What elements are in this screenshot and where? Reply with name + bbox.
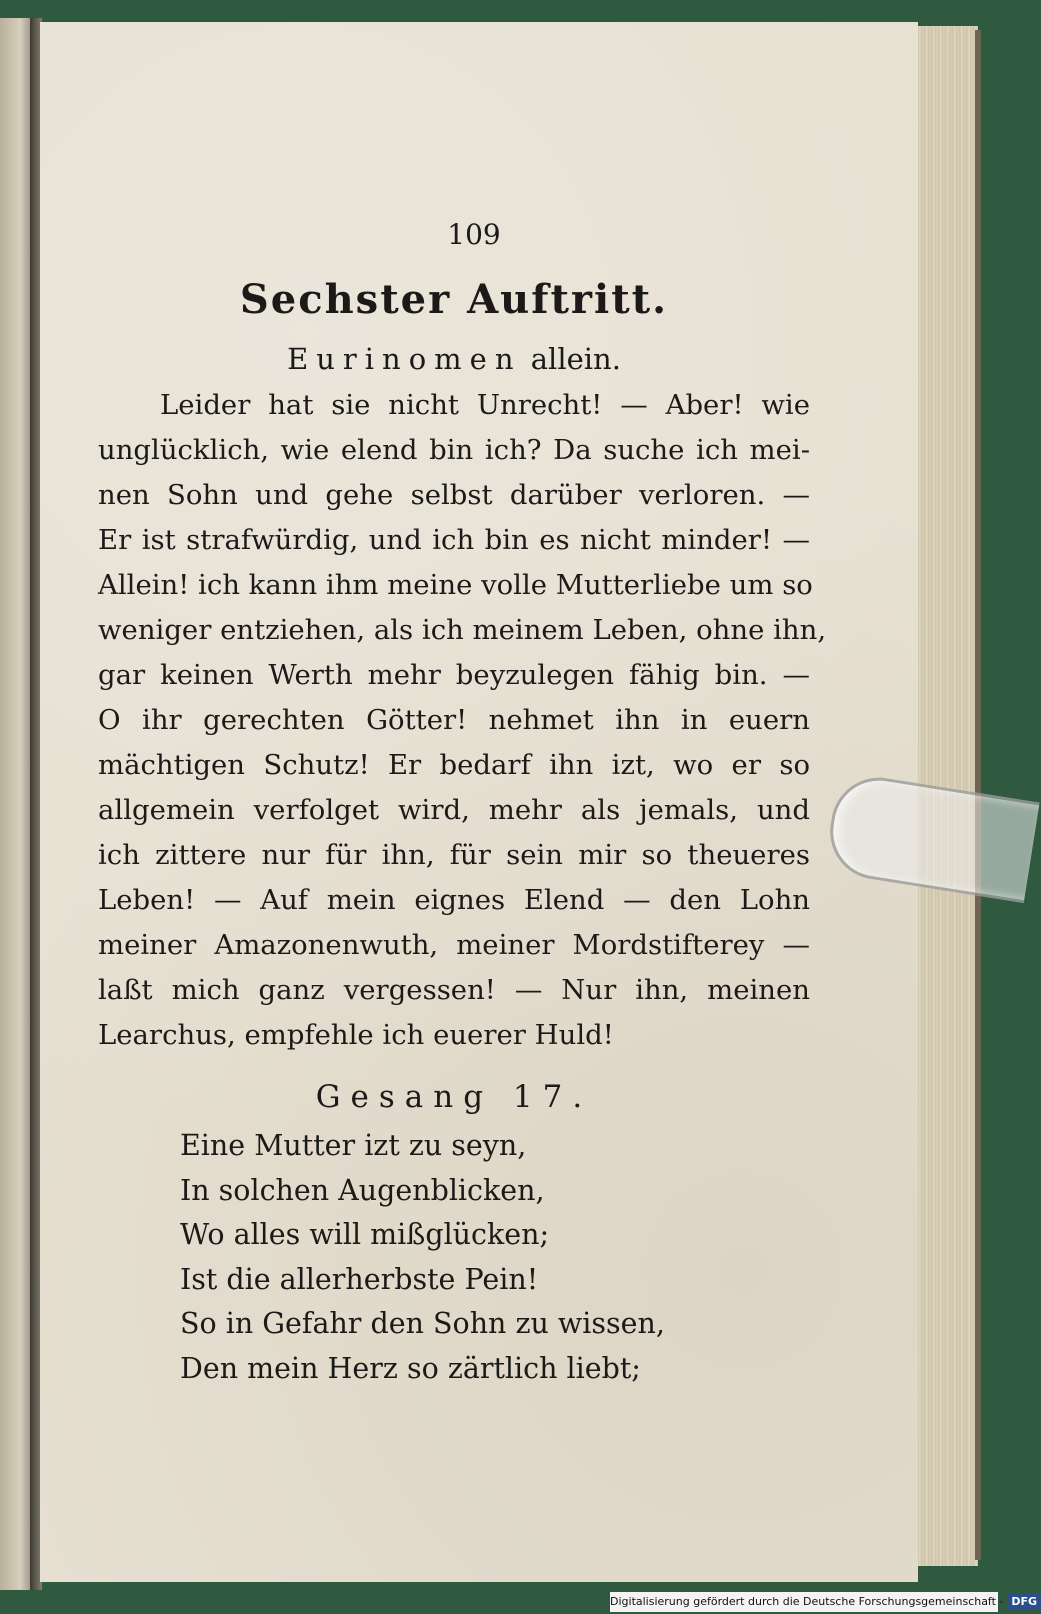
verse-line: Den mein Herz so zärtlich liebt; — [180, 1351, 641, 1385]
prose-line: Er ist strafwürdig, und ich bin es nicht minder! — — [98, 524, 810, 556]
digitization-credit — [610, 1592, 1038, 1612]
prose-line: nen Sohn und gehe selbst darüber verloren. — — [98, 479, 810, 511]
prose-line: mächtigen Schutz! Er bedarf ihn izt, wo er so — [98, 749, 810, 781]
speaker-name: Eurinomen — [287, 342, 522, 376]
page-number: 109 — [447, 218, 501, 251]
prose-line: O ihr gerechten Götter! nehmet ihn in euern — [98, 704, 810, 736]
stage-direction — [98, 337, 810, 381]
left-page-edge — [0, 18, 34, 1590]
verse-line: In solchen Augenblicken, — [180, 1173, 545, 1207]
scene-title: Sechster Auftritt. — [239, 276, 669, 323]
verse-line: So in Gefahr den Sohn zu wissen, — [180, 1307, 665, 1340]
prose-line: allgemein verfolget wird, mehr als jemals, und — [98, 794, 810, 826]
credit-text: Digitalisierung gefördert durch die Deutsche Forschungsgemeinschaft - — [610, 1595, 1004, 1608]
prose-line: Leben! — Auf mein eignes Elend — den Lohn — [98, 884, 810, 916]
page-text — [98, 215, 827, 1391]
song-title: Gesang 17. — [315, 1079, 593, 1115]
prose-line: laßt mich ganz vergessen! — Nur ihn, meinen — [98, 974, 810, 1006]
verse-line: Eine Mutter izt zu seyn, — [180, 1129, 527, 1162]
prose-line: Allein! ich kann ihm meine volle Mutterliebe um so — [98, 569, 813, 601]
prose-line: unglücklich, wie elend bin ich? Da suche ich mei- — [98, 434, 810, 466]
prose-paragraph — [98, 383, 827, 1058]
prose-line: Leider hat sie nicht Unrecht! — Aber! wie — [160, 389, 810, 421]
dfg-logo: DFG — [1007, 1594, 1041, 1610]
prose-line: meiner Amazonenwuth, meiner Mordstifterey — — [98, 929, 810, 961]
verse-line: Wo alles will mißglücken; — [180, 1218, 550, 1251]
verse-line: Ist die allerherbste Pein! — [180, 1262, 539, 1296]
prose-line: ich zittere nur für ihn, für sein mir so theueres — [98, 839, 810, 871]
stage-direction-text: allein. — [530, 342, 621, 376]
prose-line: weniger entziehen, als ich meinem Leben, ohne ihn, — [98, 614, 827, 646]
verse — [98, 1124, 810, 1391]
prose-line: Learchus, empfehle ich euerer Huld! — [98, 1019, 614, 1051]
prose-line: gar keinen Werth mehr beyzulegen fähig bin. — — [98, 659, 810, 691]
